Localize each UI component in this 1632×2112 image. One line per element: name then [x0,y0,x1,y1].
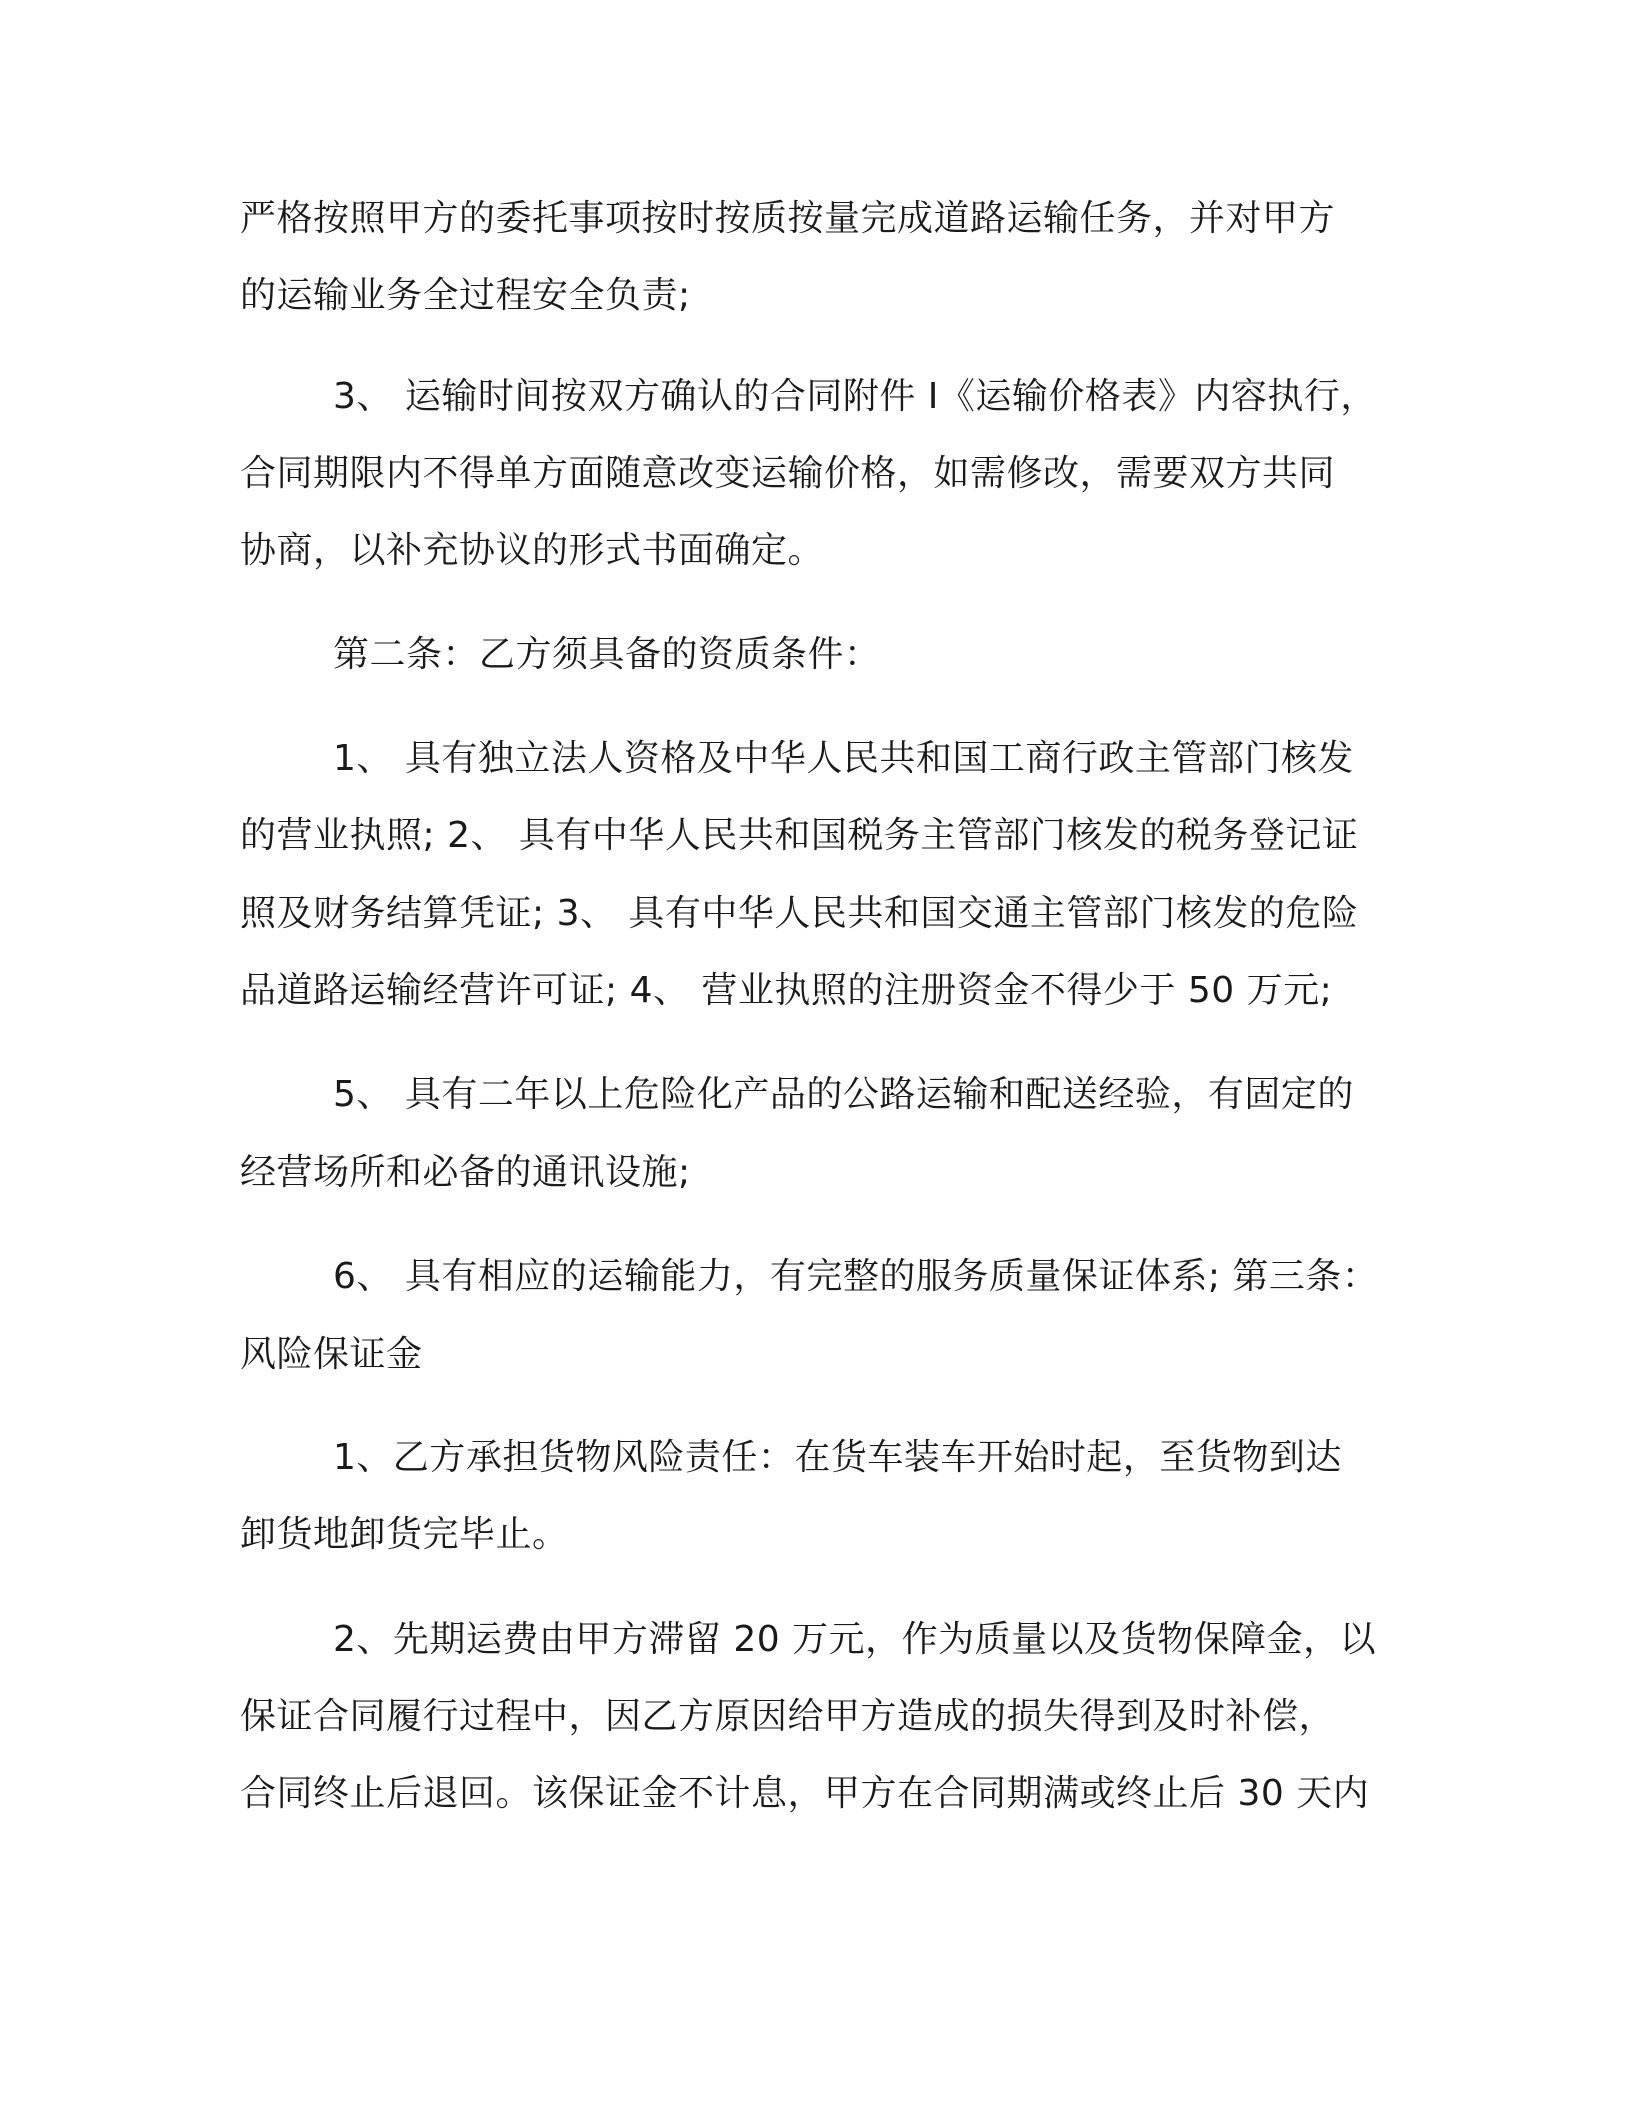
section-heading-risk-deposit: 风险保证金 [240,1334,423,1375]
text-line-10: 品道路运输经营许可证; 4、 营业执照的注册资金不得少于 50 万元; [240,970,1333,1011]
text-line-16: 卸货地卸货完毕止。 [240,1514,569,1555]
text-line-12: 经营场所和必备的通讯设施; [240,1152,691,1193]
text-line-8: 的营业执照; 2、 具有中华人民共和国税务主管部门核发的税务登记证 [240,815,1359,856]
text-line-2: 的运输业务全过程安全负责; [240,275,691,316]
text-line-9: 照及财务结算凭证; 3、 具有中华人民共和国交通主管部门核发的危险 [240,893,1359,934]
text-line-15: 1、乙方承担货物风险责任：在货车装车开始时起，至货物到达 [333,1437,1342,1478]
text-line-19: 合同终止后退回。该保证金不计息，甲方在合同期满或终止后 30 天内 [240,1773,1370,1814]
text-line-3: 3、 运输时间按双方确认的合同附件 I《运输价格表》内容执行， [333,376,1377,417]
text-line-5: 协商，以补充协议的形式书面确定。 [240,530,825,571]
text-line-13: 6、 具有相应的运输能力，有完整的服务质量保证体系; 第三条： [333,1256,1379,1297]
text-line-1: 严格按照甲方的委托事项按时按质按量完成道路运输任务，并对甲方 [240,198,1336,239]
text-line-18: 保证合同履行过程中，因乙方原因给甲方造成的损失得到及时补偿， [240,1696,1336,1737]
text-line-4: 合同期限内不得单方面随意改变运输价格，如需修改，需要双方共同 [240,453,1336,494]
text-line-17: 2、先期运费由甲方滞留 20 万元，作为质量以及货物保障金，以 [333,1619,1377,1660]
text-line-7: 1、 具有独立法人资格及中华人民共和国工商行政主管部门核发 [333,738,1354,779]
section-heading-article-2: 第二条：乙方须具备的资质条件： [333,634,881,675]
text-line-11: 5、 具有二年以上危险化产品的公路运输和配送经验，有固定的 [333,1074,1354,1115]
